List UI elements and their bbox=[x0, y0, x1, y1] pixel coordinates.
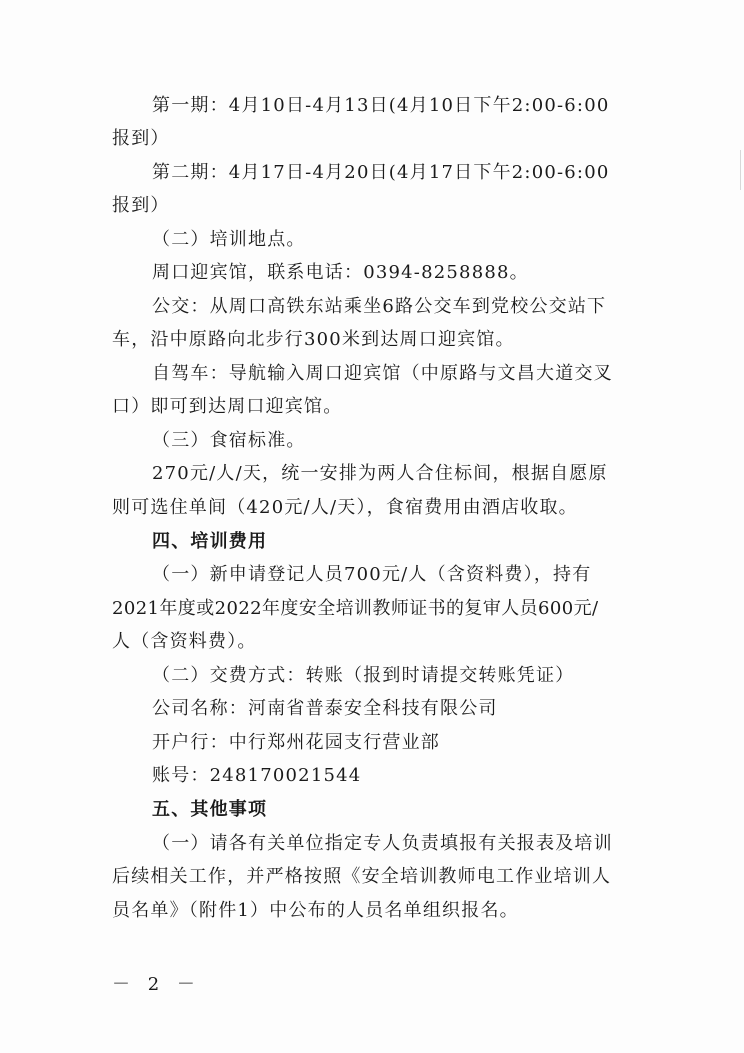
text-line: 员名单》（附件1）中公布的人员名单组织报名。 bbox=[112, 900, 519, 921]
text-line: 第一期：4月10日-4月13日(4月10日下午2:00-6:00 bbox=[152, 95, 610, 116]
text-line: （二）交费方式：转账（报到时请提交转账凭证） bbox=[152, 665, 575, 686]
text-line: 车，沿中原路向北步行300米到达周口迎宾馆。 bbox=[112, 329, 515, 350]
text-line: 自驾车：导航输入周口迎宾馆（中原路与文昌大道交叉 bbox=[152, 363, 613, 384]
text-line: （一）新申请登记人员700元/人（含资料费），持有 bbox=[152, 564, 592, 585]
text-line: （二）培训地点。 bbox=[152, 229, 306, 250]
text-line: 后续相关工作，并严格按照《安全培训教师电工作业培训人 bbox=[112, 866, 612, 887]
text-line: 周口迎宾馆，联系电话：0394-8258888。 bbox=[152, 262, 529, 283]
text-line: （一）请各有关单位指定专人负责填报有关报表及培训 bbox=[152, 833, 613, 854]
scan-edge-mark bbox=[740, 150, 741, 190]
text-line: 公交：从周口高铁东站乘坐6路公交车到党校公交站下 bbox=[152, 296, 607, 317]
text-line: 第二期：4月17日-4月20日(4月17日下午2:00-6:00 bbox=[152, 162, 610, 183]
text-line: 则可选住单间（420元/人/天），食宿费用由酒店收取。 bbox=[112, 497, 578, 518]
text-line: 2021年度或2022年度安全培训教师证书的复审人员600元/ bbox=[112, 598, 599, 619]
section-heading: 五、其他事项 bbox=[152, 799, 268, 820]
text-line: 账号：248170021544 bbox=[152, 765, 362, 786]
text-line: 报到） bbox=[112, 128, 170, 149]
text-line: 口）即可到达周口迎宾馆。 bbox=[112, 396, 343, 417]
text-line: 开户行：中行郑州花园支行营业部 bbox=[152, 732, 440, 753]
text-line: （三）食宿标准。 bbox=[152, 430, 306, 451]
text-line: 270元/人/天，统一安排为两人合住标间，根据自愿原 bbox=[152, 463, 608, 484]
text-line: 人（含资料费）。 bbox=[112, 631, 257, 652]
page-number: － 2 － bbox=[112, 974, 201, 995]
text-line: 公司名称：河南省普泰安全科技有限公司 bbox=[152, 698, 498, 719]
text-line: 报到） bbox=[112, 195, 170, 216]
section-heading: 四、培训费用 bbox=[152, 531, 268, 552]
